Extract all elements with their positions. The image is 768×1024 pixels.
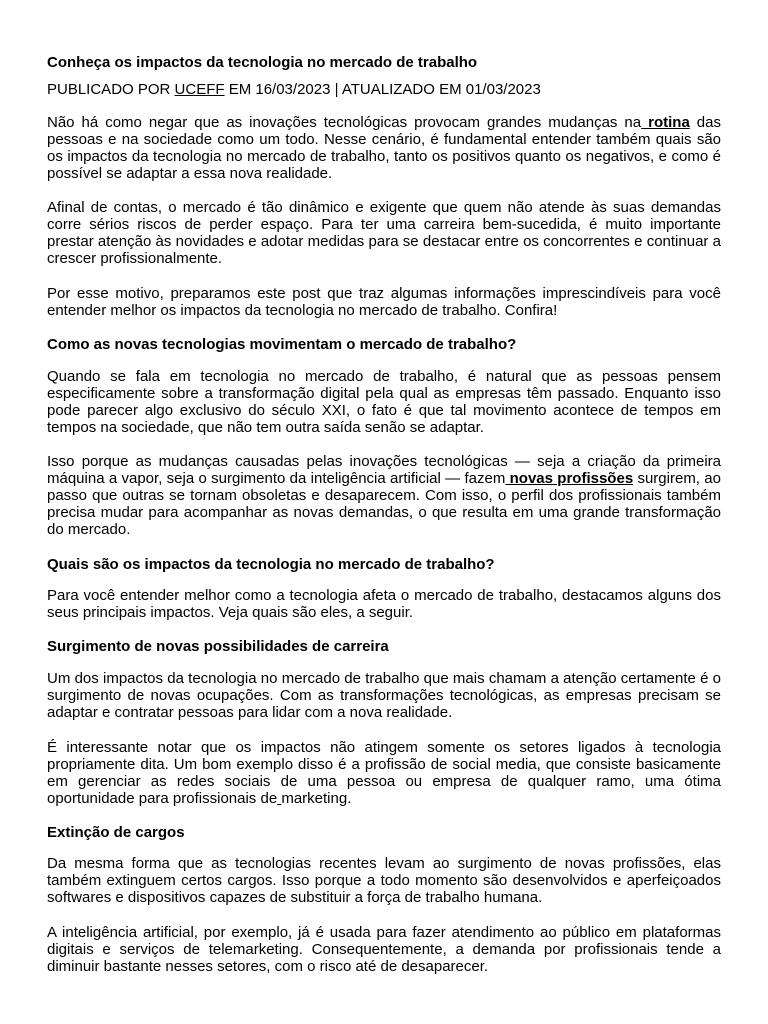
section3-paragraph-1: Um dos impactos da tecnologia no mercado de trabalho que mais chamam a atenção certamente é o surgimento de novas ocupações. Com as transformações tecnológicas, as empresas precisam se adaptar e contratar pessoas para lidar com a nova realidade.	[47, 670, 721, 721]
byline-prefix: PUBLICADO POR	[47, 81, 175, 98]
intro-p1-text-before: Não há como negar que as inovações tecnológicas provocam grandes mudanças na	[47, 114, 642, 131]
section1-p2-text-after: surgirem, ao passo que outras se tornam obsoletas e desaparecem. Com isso, o perfil dos profissionais também precisa mudar para acompanhar as novas demandas, o que resulta em uma grande transformação do mercado.	[47, 470, 721, 538]
author-link[interactable]: UCEFF	[174, 81, 225, 98]
section2-paragraph-1: Para você entender melhor como a tecnologia afeta o mercado de trabalho, destacamos alguns dos seus principais impactos. Veja quais são eles, a seguir.	[47, 587, 721, 621]
section3-p2-text-after: marketing.	[281, 790, 352, 807]
section-heading-new-technologies: Como as novas tecnologias movimentam o mercado de trabalho?	[47, 336, 517, 353]
section-heading-job-extinction: Extinção de cargos	[47, 824, 185, 841]
section4-paragraph-2: A inteligência artificial, por exemplo, já é usada para fazer atendimento ao público em plataformas digitais e serviços de telemarketing. Consequentemente, a demanda por profissionais tende a diminuir bastante nesses setores, com o risco até de desaparecer.	[47, 924, 721, 975]
section3-p2-text-before: É interessante notar que os impactos não atingem somente os setores ligados à tecnologia propriamente dita. Um bom exemplo disso é a profissão de social media, que consiste basicamente em gerenciar as redes sociais de uma pessoa ou empresa de qualquer ramo, uma ótima oportunidade para profissionais de	[47, 739, 721, 807]
intro-p1-text-after: das pessoas e na sociedade como um todo. Nesse cenário, é fundamental entender também quais são os impactos da tecnologia no mercado de trabalho, tanto os positivos quanto os negativos, e como é possível se adaptar a essa nova realidade.	[47, 114, 721, 182]
section1-paragraph-1: Quando se fala em tecnologia no mercado de trabalho, é natural que as pessoas pensem especificamente sobre a transformação digital pela qual as empresas têm passado. Enquanto isso pode parecer algo exclusivo do século XXI, o fato é que tal movimento acontece de tempos em tempos na sociedade, que não tem outra saída senão se adaptar.	[47, 368, 721, 436]
byline-dates: EM 16/03/2023 | ATUALIZADO EM 01/03/2023	[224, 81, 541, 98]
article-title: Conheça os impactos da tecnologia no mercado de trabalho	[47, 54, 478, 71]
intro-paragraph-3: Por esse motivo, preparamos este post que traz algumas informações imprescindíveis para você entender melhor os impactos da tecnologia no mercado de trabalho. Confira!	[47, 285, 721, 319]
novas-profissoes-link[interactable]: novas profissões	[505, 470, 634, 487]
intro-paragraph-1	[47, 114, 721, 182]
rotina-link[interactable]: rotina	[641, 114, 690, 131]
section1-paragraph-2	[47, 453, 721, 538]
section-heading-new-careers: Surgimento de novas possibilidades de carreira	[47, 638, 389, 655]
section1-p2-text-before: Isso porque as mudanças causadas pelas inovações tecnológicas — seja a criação da primeira máquina a vapor, seja o surgimento da inteligência artificial — fazem	[47, 453, 721, 487]
section4-paragraph-1: Da mesma forma que as tecnologias recentes levam ao surgimento de novas profissões, elas também extinguem certos cargos. Isso porque a todo momento são desenvolvidos e aperfeiçoados softwares e dispositivos capazes de substituir a força de trabalho humana.	[47, 855, 721, 906]
section-heading-impacts: Quais são os impactos da tecnologia no mercado de trabalho?	[47, 556, 495, 573]
section3-paragraph-2	[47, 739, 721, 807]
byline	[47, 81, 721, 98]
intro-paragraph-2: Afinal de contas, o mercado é tão dinâmico e exigente que quem não atende às suas demandas corre sérios riscos de perder espaço. Para ter uma carreira bem-sucedida, é muito importante prestar atenção às novidades e adotar medidas para se destacar entre os concorrentes e continuar a crescer profissionalmente.	[47, 199, 721, 267]
